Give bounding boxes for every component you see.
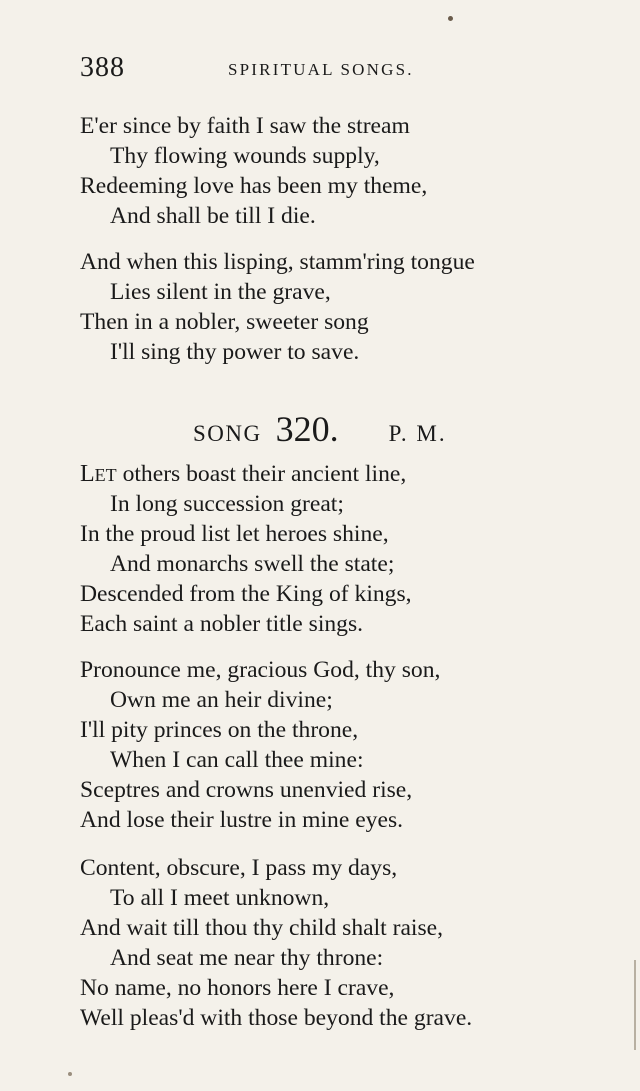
stanza-4 <box>80 655 632 835</box>
verse-line: No name, no honors here I crave, <box>80 975 395 1001</box>
verse-line: Well pleas'd with those beyond the grave. <box>80 1005 473 1031</box>
verse-line: And when this lisping, stamm'ring tongue <box>80 249 475 275</box>
verse-line: I'll pity princes on the throne, <box>80 717 359 743</box>
stanza-1 <box>80 111 632 231</box>
verse-line: Thy flowing wounds supply, <box>110 143 380 169</box>
ink-speck <box>448 16 453 21</box>
stanza-2 <box>80 247 632 367</box>
verse-line: When I can call thee mine: <box>110 747 364 773</box>
verse-line: In long succession great; <box>110 491 344 517</box>
verse-line: Own me an heir divine; <box>110 687 333 713</box>
song-meter: P. M. <box>388 421 447 446</box>
verse-line: Content, obscure, I pass my days, <box>80 855 398 881</box>
verse-line: Pronounce me, gracious God, thy son, <box>80 657 441 683</box>
stanza-5 <box>80 853 632 1033</box>
small-caps-rest: ET <box>94 465 117 485</box>
verse-line: E'er since by faith I saw the stream <box>80 113 410 139</box>
song-heading <box>193 408 447 452</box>
song-label: SONG <box>193 421 262 446</box>
drop-initial: L <box>80 461 95 487</box>
running-title: SPIRITUAL SONGS. <box>228 60 414 79</box>
first-line-text: others boast their ancient line, <box>116 461 407 487</box>
stanza-3 <box>80 459 632 639</box>
verse-line: Descended from the King of kings, <box>80 581 412 607</box>
verse-line-first <box>80 459 632 489</box>
song-number: 320. <box>275 409 339 449</box>
page-number: 388 <box>80 52 125 83</box>
verse-line: And wait till thou thy child shalt raise, <box>80 915 444 941</box>
page-header <box>80 52 520 86</box>
verse-line: Redeeming love has been my theme, <box>80 173 428 199</box>
verse-line: Sceptres and crowns unenvied rise, <box>80 777 413 803</box>
verse-line: And seat me near thy throne: <box>110 945 384 971</box>
verse-line: And lose their lustre in mine eyes. <box>80 807 404 833</box>
verse-line: To all I meet unknown, <box>110 885 330 911</box>
verse-line: Lies silent in the grave, <box>110 279 331 305</box>
verse-line: And shall be till I die. <box>110 203 316 229</box>
verse-line: I'll sing thy power to save. <box>110 339 360 365</box>
verse-line: Each saint a nobler title sings. <box>80 611 364 637</box>
verse-line: In the proud list let heroes shine, <box>80 521 389 547</box>
page-edge-shadow <box>634 960 636 1050</box>
verse-line: And monarchs swell the state; <box>110 551 395 577</box>
ink-speck <box>68 1072 72 1076</box>
verse-line: Then in a nobler, sweeter song <box>80 309 369 335</box>
